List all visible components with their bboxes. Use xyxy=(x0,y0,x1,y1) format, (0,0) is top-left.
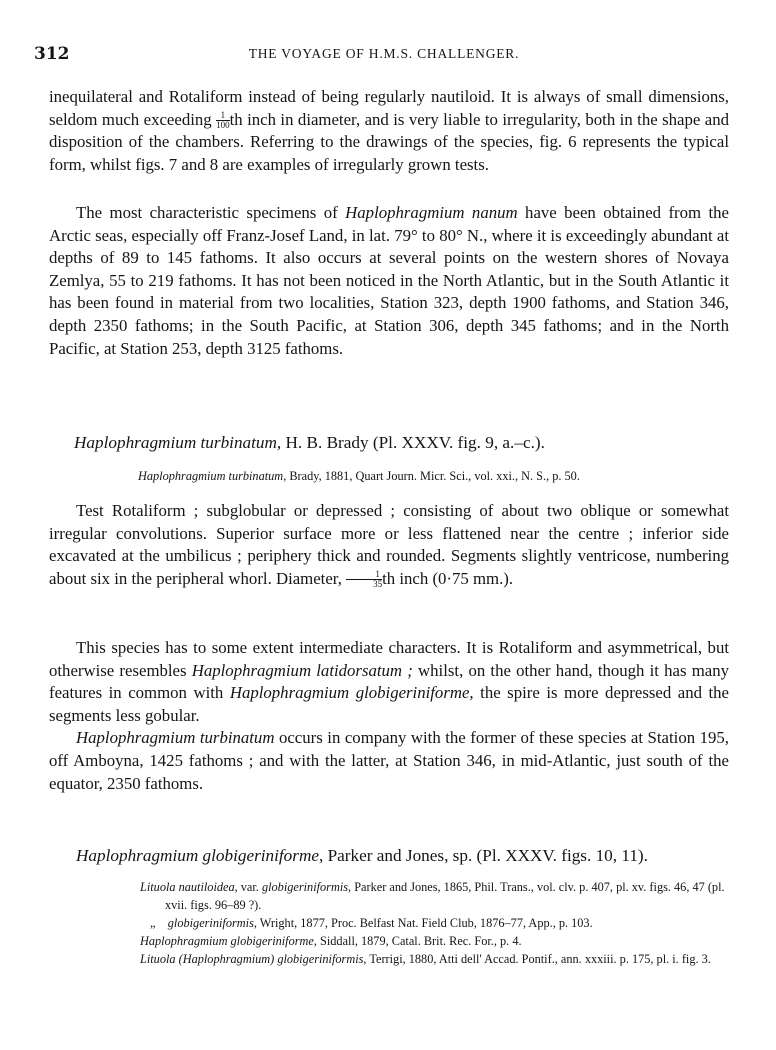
ref-citation: , Brady, 1881, Quart Journ. Micr. Sci., vol. xxi., N. S., p. 50. xyxy=(283,469,580,483)
species-name: Haplophragmium turbinatum xyxy=(76,728,275,748)
ref-citation: , Parker and Jones, 1865, Phil. Trans., vol. clv. p. 407, pl. xv. figs. 46, 47 (pl. xvii. figs. 96–89 ?). xyxy=(165,880,725,912)
text-run: occurs in company with the former of these species at Station 195, off Amboyna, 1425 fathoms ; and with the latter, at Station 346, in mid-Atlantic, just south of the equator, 2350 fathoms. xyxy=(49,728,729,793)
fraction-numerator: 1 xyxy=(346,570,382,580)
paragraph-remarks xyxy=(49,637,729,795)
ref-species-name: globigeriniformis xyxy=(167,916,254,930)
ref-citation: , Terrigi, 1880, Atti dell' Accad. Pontif., ann. xxxiii. p. 175, pl. i. fig. 3. xyxy=(363,952,711,966)
text-run: have been obtained from the Arctic seas, especially off Franz-Josef Land, in lat. 79° to 80° N., where it is exceedingly abundant at depths of 89 to 145 fathoms. It also occurs at several points on the western shores of Novaya Zemlya, 55 to 219 fathoms. It has not been noticed in the North Atlantic, but in the South Atlantic it has been found in material from two localities, Station 323, depth 1900 fathoms, and Station 346, depth 2350 fathoms; in the South Pacific, at Station 306, depth 345 fathoms; and in the North Pacific, at Station 253, depth 3125 fathoms. xyxy=(49,203,729,358)
synonymy-globigeriniforme xyxy=(140,878,725,968)
fraction-denominator: 35 xyxy=(373,578,383,589)
text-run: This species has to some extent intermediate characters. It is Rotaliform and asymmetrical, but otherwise resembles xyxy=(49,638,729,680)
species-heading-turbinatum xyxy=(74,433,545,453)
running-title: THE VOYAGE OF H.M.S. CHALLENGER. xyxy=(248,46,520,61)
reference-entry xyxy=(140,914,725,932)
synonymy-turbinatum xyxy=(138,467,580,485)
page-header xyxy=(34,44,734,68)
ditto-mark: „ xyxy=(150,916,156,930)
species-name: Haplophragmium globigeriniforme, xyxy=(229,683,474,703)
heading-citation: , Parker and Jones, sp. (Pl. XXXV. figs. 10, 11). xyxy=(319,846,648,865)
species-name: Haplophragmium latidorsatum ; xyxy=(191,660,413,680)
ref-species-name: Lituola nautiloidea xyxy=(140,880,235,894)
ref-species-name: Lituola (Haplophragmium) globigeriniformis xyxy=(140,952,364,966)
text-run: whilst, on the other hand, though it has many features in common with xyxy=(49,660,729,703)
ref-citation: , Wright, 1877, Proc. Belfast Nat. Field Club, 1876–77, App., p. 103. xyxy=(253,916,593,930)
text-run: inequilateral and Rotaliform instead of being regularly nautiloid. It is always of small dimensions, seldom much exceeding xyxy=(49,87,729,129)
ref-text: , var. xyxy=(234,880,262,894)
paragraph-2 xyxy=(49,202,729,360)
fraction-numerator: 1 xyxy=(216,111,230,121)
reference-entry xyxy=(140,878,725,914)
species-name: Haplophragmium nanum xyxy=(345,203,518,222)
species-heading-globigeriniforme xyxy=(76,846,648,866)
text-run: The most characteristic specimens of xyxy=(76,203,346,222)
fraction xyxy=(346,570,382,589)
heading-species-name: Haplophragmium turbinatum xyxy=(74,433,277,452)
heading-species-name: Haplophragmium globigeriniforme xyxy=(76,846,320,865)
fraction xyxy=(216,111,230,130)
reference-entry xyxy=(140,932,725,950)
paragraph-1 xyxy=(49,86,729,176)
text-run: th inch in diameter, and is very liable to irregularity, both in the shape and disposition of the chambers. Referring to the drawings of the species, fig. 6 represents the typical form, whilst figs. 7 and 8 are examples of irregularly grown tests. xyxy=(49,109,729,174)
text-run: Test Rotaliform ; subglobular or depressed ; consisting of about two oblique or somewhat irregular convolutions. Superior surface more or less flattened near the centre ; inferior side excavated at the umbilicus ; periphery thick and rounded. Segments slightly ventricose, numbering about six in the peripheral whorl. Diameter, xyxy=(49,501,729,588)
ref-variety-name: globigeriniformis xyxy=(261,880,349,894)
text-run: th inch (0·75 mm.). xyxy=(382,568,514,588)
page-number: 312 xyxy=(34,44,70,64)
ref-citation: , Siddall, 1879, Catal. Brit. Rec. For., p. 4. xyxy=(313,934,522,948)
ref-species-name: Haplophragmium turbinatum xyxy=(138,469,284,483)
fraction-denominator: 100 xyxy=(216,119,230,130)
ref-species-name: Haplophragmium globigeriniforme xyxy=(140,934,314,948)
reference-entry xyxy=(140,950,725,968)
text-run: the spire is more depressed and the segments less gobular. xyxy=(49,683,729,725)
heading-citation: , H. B. Brady (Pl. XXXV. fig. 9, a.–c.). xyxy=(276,433,545,452)
paragraph-description xyxy=(49,500,729,590)
